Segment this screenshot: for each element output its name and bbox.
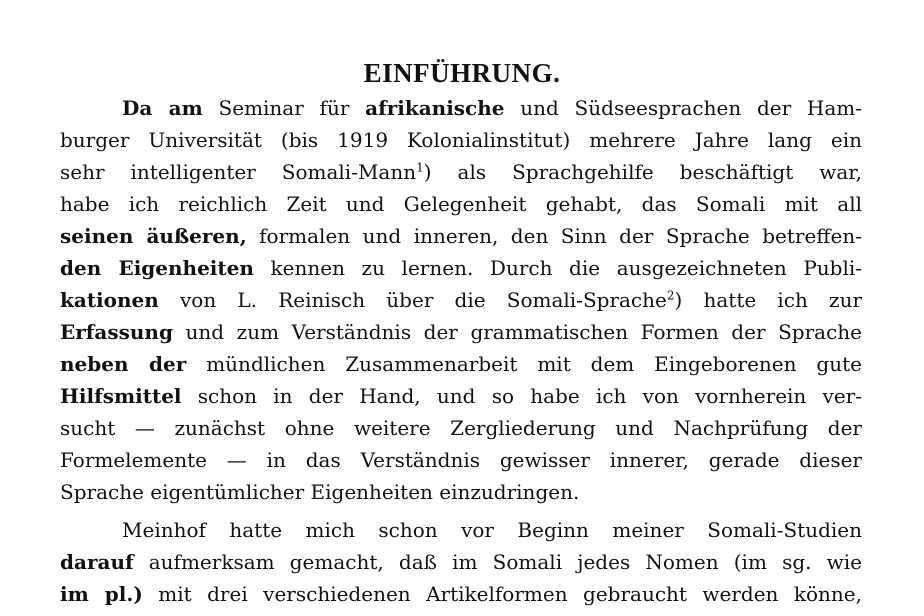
text-span: von L. Reinisch über die Somali-Sprache — [158, 288, 667, 312]
text-line — [122, 514, 862, 546]
text-span: Formelemente — in das Verständnis gewisser innerer, gerade dieser — [60, 448, 862, 472]
text-line — [60, 546, 862, 578]
text-span: sehr intelligenter Somali-Mann — [60, 160, 417, 184]
text-span: den Eigenheiten — [60, 256, 254, 280]
text-span: aufmerksam gemacht, daß im Somali jedes Nomen (im sg. wie — [133, 550, 862, 574]
footnote-marker: 1 — [416, 160, 424, 175]
text-span: Hilfsmittel — [60, 384, 182, 408]
footnote-marker: 2 — [666, 288, 675, 303]
text-span: mit drei verschiedenen Artikelformen gebraucht werden könne, — [142, 582, 862, 606]
text-span: und Südseesprachen der Ham- — [504, 96, 863, 120]
text-span: formalen und inneren, den Sinn der Sprache betreffen- — [246, 224, 862, 248]
text-span: Seminar für — [202, 96, 366, 120]
text-span: afrikanische — [365, 96, 505, 120]
text-span: burger Universität (bis 1919 Kolonialinstitut) mehrere Jahre lang ein — [60, 128, 862, 152]
text-span: habe ich reichlich Zeit und Gelegenheit gehabt, das Somali mit all — [60, 192, 862, 216]
text-span: im pl.) — [60, 582, 143, 606]
text-line — [60, 348, 862, 380]
text-line — [60, 316, 862, 348]
text-span: Da am — [122, 96, 203, 120]
text-span: Sprache eigentümlicher Eigenheiten einzudringen. — [60, 480, 580, 504]
text-line — [60, 284, 862, 316]
text-span: mündlichen Zusammenarbeit mit dem Eingeborenen gute — [186, 352, 862, 376]
text-line — [122, 92, 862, 124]
text-span: neben der — [60, 352, 187, 376]
text-span: schon in der Hand, und so habe ich von vornherein ver- — [181, 384, 862, 408]
text-line — [60, 412, 862, 444]
text-span: und zum Verständnis der grammatischen Formen der Sprache — [172, 320, 862, 344]
text-line — [60, 444, 862, 476]
text-span: Meinhof hatte mich schon vor Beginn meiner Somali-Studien — [122, 518, 862, 542]
text-span: darauf — [60, 550, 134, 574]
text-line — [60, 578, 862, 610]
text-line — [60, 124, 862, 156]
text-span: kennen zu lernen. Durch die ausgezeichneten Publi- — [253, 256, 863, 280]
text-line — [60, 156, 862, 188]
text-span: seinen äußeren, — [60, 224, 247, 248]
text-span: Erfassung — [60, 320, 173, 344]
text-span: ) als Sprachgehilfe beschäftigt war, — [423, 160, 862, 184]
text-span: ) hatte ich zur — [674, 288, 863, 312]
text-line — [60, 220, 862, 252]
text-span: sucht — zunächst ohne weitere Zergliederung und Nachprüfung der — [60, 416, 862, 440]
text-span: kationen — [60, 288, 159, 312]
text-line — [60, 188, 862, 220]
text-line — [60, 380, 862, 412]
text-line — [60, 476, 862, 508]
page-title: EINFÜHRUNG. — [363, 58, 561, 88]
text-line — [60, 252, 862, 284]
